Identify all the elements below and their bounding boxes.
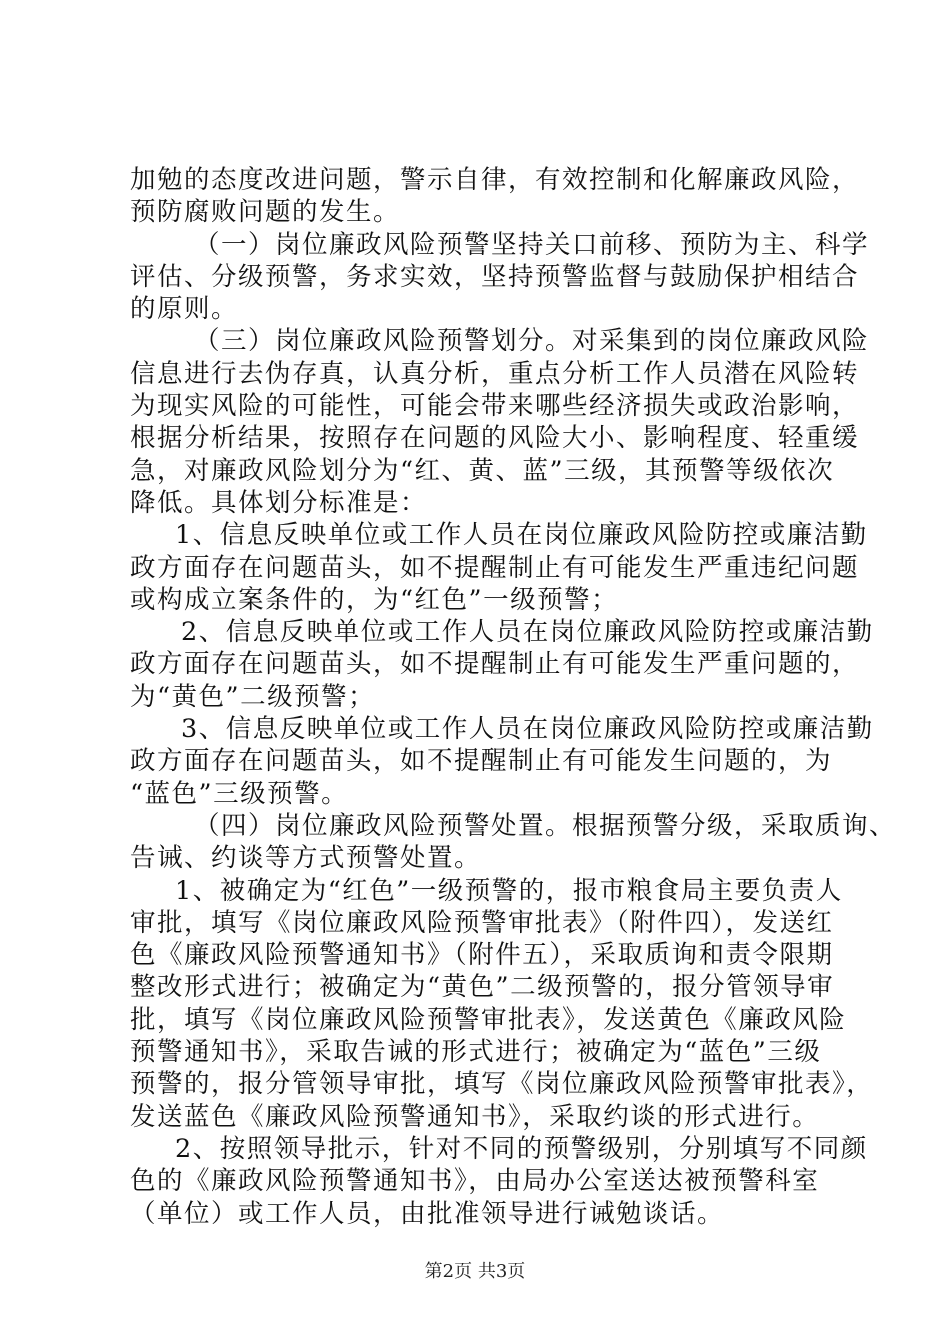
text-line: 整改形式进行；被确定为“黄色”二级预警的，报分管领导审 xyxy=(130,972,835,1003)
text-line: 色《廉政风险预警通知书》（附件五），采取质询和责令限期 xyxy=(130,940,834,971)
text-line: 急，对廉政风险划分为“红、黄、蓝”三级，其预警等级依次 xyxy=(130,455,835,486)
page-footer xyxy=(0,1260,950,1284)
text-line: 预警通知书》，采取告诫的形式进行；被确定为“蓝色”三级 xyxy=(130,1037,822,1068)
text-line: 批，填写《岗位廉政风险预警审批表》，发送黄色《廉政风险 xyxy=(130,1004,847,1035)
text-line: 发送蓝色《廉政风险预警通知书》，采取约谈的形式进行。 xyxy=(130,1101,820,1132)
text-line: 预防腐败问题的发生。 xyxy=(130,197,401,228)
text-line: 为现实风险的可能性，可能会带来哪些经济损失或政治影响， xyxy=(130,391,860,422)
text-line: 加勉的态度改进问题，警示自律，有效控制和化解廉政风险， xyxy=(130,165,860,195)
text-line: 政方面存在问题苗头，如不提醒制止有可能发生严重问题的， xyxy=(130,649,860,680)
paragraph-line: 1、被确定为“红色”一级预警的，报市粮食局主要负责人 xyxy=(175,875,843,906)
text-line: 政方面存在问题苗头，如不提醒制止有可能发生问题的，为 xyxy=(130,746,833,777)
paragraph-line: （四）岗位廉政风险预警处置。根据预警分级，采取质询、 xyxy=(194,810,897,841)
text-line: 政方面存在问题苗头，如不提醒制止有可能发生严重违纪问题 xyxy=(130,552,860,583)
text-line: （单位）或工作人员，由批准领导进行诫勉谈话。 xyxy=(130,1198,725,1229)
paragraph-line: （一）岗位廉政风险预警坚持关口前移、预防为主、科学 xyxy=(194,229,870,260)
text-line: “蓝色”三级预警。 xyxy=(130,778,349,809)
text-line: 或构成立案条件的，为“红色”一级预警； xyxy=(130,584,619,615)
paragraph-line: 1、信息反映单位或工作人员在岗位廉政风险防控或廉洁勤 xyxy=(175,520,868,551)
text-line: 根据分析结果，按照存在问题的风险大小、影响程度、轻重缓 xyxy=(130,423,860,454)
text-line: 色的《廉政风险预警通知书》，由局办公室送达被预警科室 xyxy=(130,1166,820,1197)
text-line: 审批，填写《岗位廉政风险预警审批表》（附件四），发送红 xyxy=(130,907,834,938)
text-line: 降低。具体划分标准是： xyxy=(130,487,428,518)
paragraph-line: 2、信息反映单位或工作人员在岗位廉政风险防控或廉洁勤 xyxy=(181,617,874,648)
document-body xyxy=(130,164,897,1230)
text-line: 为“黄色”二级预警； xyxy=(130,681,376,712)
paragraph-line: （三）岗位廉政风险预警划分。对采集到的岗位廉政风险 xyxy=(194,326,870,357)
text-line: 的原则。 xyxy=(130,294,239,325)
paragraph-line: 2、按照领导批示，针对不同的预警级别，分别填写不同颜 xyxy=(175,1133,868,1164)
text-line: 预警的，报分管领导审批，填写《岗位廉政风险预警审批表》， xyxy=(130,1069,874,1100)
text-line: 评估、分级预警，务求实效，坚持预警监督与鼓励保护相结合 xyxy=(130,261,860,292)
page-indicator: 第2页 共3页 xyxy=(424,1261,526,1282)
paragraph-line: 3、信息反映单位或工作人员在岗位廉政风险防控或廉洁勤 xyxy=(181,714,874,745)
text-line: 告诫、约谈等方式预警处置。 xyxy=(130,843,482,874)
text-line: 信息进行去伪存真，认真分析，重点分析工作人员潜在风险转 xyxy=(130,358,860,389)
